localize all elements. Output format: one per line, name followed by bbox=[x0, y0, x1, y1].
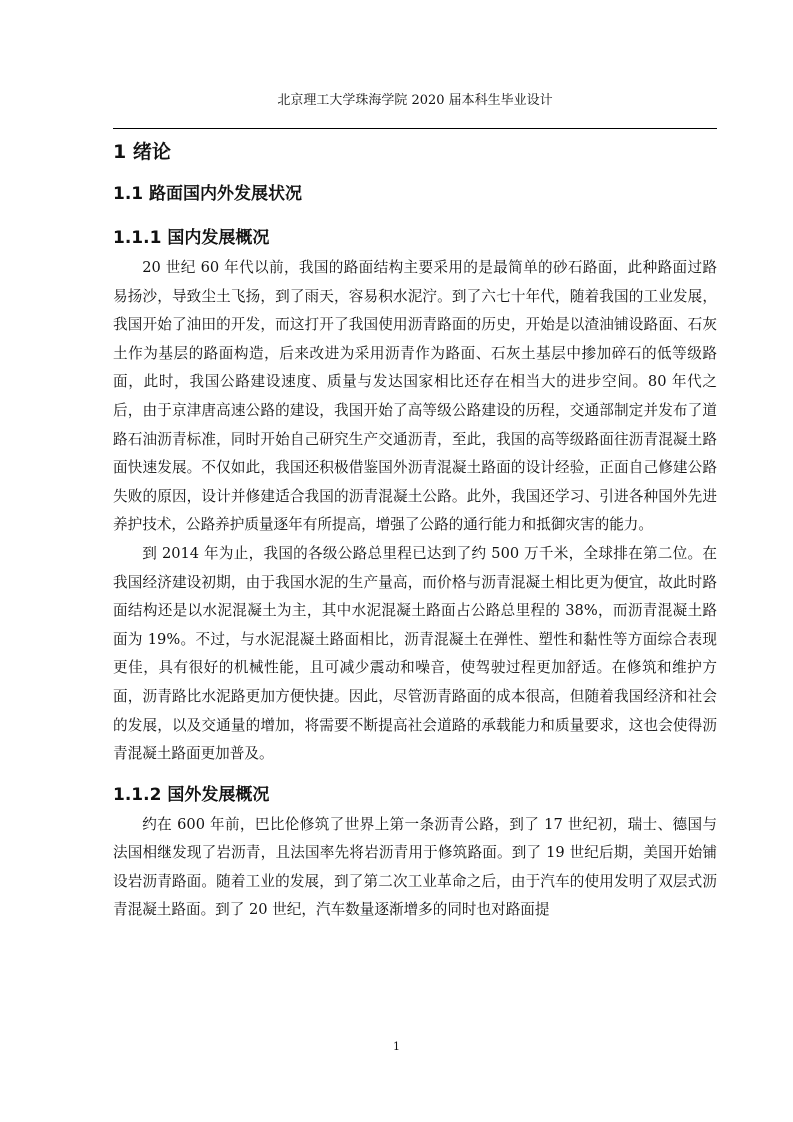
header-divider bbox=[113, 128, 717, 129]
paragraph: 约在 600 年前，巴比伦修筑了世界上第一条沥青公路，到了 17 世纪初，瑞士、德国与法国相继发现了岩沥青，且法国率先将岩沥青用于修筑路面。到了 19 世纪后期，美国开始铺设岩沥青路面。随着工业的发展，到了第二次工业革命之后，由于汽车的使用发明了双层式沥青混凝土路面。到了 20 世纪，汽车数量逐渐增多的同时也对路面提 bbox=[113, 815, 717, 919]
subsection-heading-foreign: 1.1.2 国外发展概况 bbox=[113, 784, 270, 805]
page-header: 北京理工大学珠海学院 2020 届本科生毕业设计 bbox=[277, 93, 553, 108]
subsection-heading-domestic: 1.1.1 国内发展概况 bbox=[113, 228, 270, 248]
page-number: 1 bbox=[393, 1040, 400, 1053]
page-body bbox=[113, 138, 717, 925]
paragraph: 到 2014 年为止，我国的各级公路总里程已达到了约 500 万千米，全球排在第二位。在我国经济建设初期，由于我国水泥的生产量高，而价格与沥青混凝土相比更为便宜，故此时路面结构还是以水泥混凝土为主，其中水泥混凝土路面占公路总里程的 38%，而沥青混凝土路面为 19%。不过，与水泥混凝土路面相比，沥青混凝土在弹性、塑性和黏性等方面综合表现更佳，具有很好的机械性能，且可减少震动和噪音，使驾驶过程更加舒适。在修筑和维护方面，沥青路比水泥路更加方便快捷。因此，尽管沥青路面的成本很高，但随着我国经济和社会的发展，以及交通量的增加，将需要不断提高社会道路的承载能力和质量要求，这也会使得沥青混凝土路面更加普及。 bbox=[113, 544, 717, 763]
paragraph: 20 世纪 60 年代以前，我国的路面结构主要采用的是最简单的砂石路面，此种路面过路易扬沙，导致尘土飞扬，到了雨天，容易积水泥泞。到了六七十年代，随着我国的工业发展，我国开始了油田的开发，而这打开了我国使用沥青路面的历史，开始是以渣油铺设路面、石灰土作为基层的路面构造，后来改进为采用沥青作为路面、石灰土基层中掺加碎石的低等级路面，此时，我国公路建设速度、质量与发达国家相比还存在相当大的进步空间。80 年代之后，由于京津唐高速公路的建设，我国开始了高等级公路建设的历程，交通部制定并发布了道路石油沥青标准，同时开始自己研究生产交通沥青，至此，我国的高等级路面往沥青混凝土路面快速发展。不仅如此，我国还积极借鉴国外沥青混凝土路面的设计经验，正面自己修建公路失败的原因，设计并修建适合我国的沥青混凝土公路。此外，我国还学习、引进各种国外先进养护技术，公路养护质量逐年有所提高，增强了公路的通行能力和抵御灾害的能力。 bbox=[113, 259, 717, 534]
section-heading: 1.1 路面国内外发展状况 bbox=[113, 184, 303, 204]
chapter-heading: 1 绪论 bbox=[113, 141, 171, 163]
